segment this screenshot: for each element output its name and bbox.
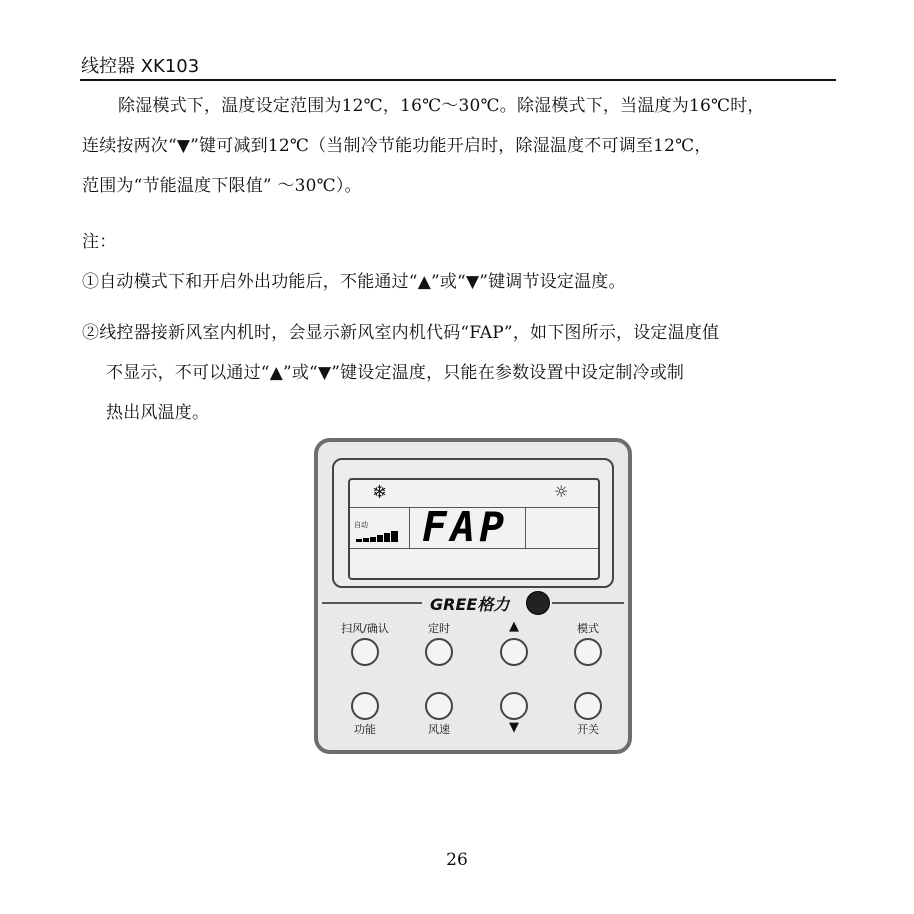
up-button[interactable]: [500, 638, 528, 666]
note-item-1-text: ①自动模式下和开启外出功能后，不能通过“▲”或“▼”键调节设定温度。: [82, 272, 626, 292]
paragraph-line: 除湿模式下，温度设定范围为12℃，16℃～30℃。除湿模式下，当温度为16℃时，: [118, 96, 765, 116]
lcd-display: [348, 478, 600, 580]
paragraph-line: 范围为“节能温度下限值” ～30℃）。: [82, 176, 362, 196]
label-down: ▼: [509, 720, 519, 735]
page-number: 26: [446, 850, 468, 870]
bulb-icon: ☼: [554, 482, 569, 501]
power-button[interactable]: [574, 692, 602, 720]
label-function: 功能: [354, 723, 376, 736]
fan-speed-bars-icon: [354, 529, 404, 543]
note-item-1: [82, 262, 834, 302]
paragraph-dehumidify: [82, 86, 834, 206]
gree-logo: GREE格力: [430, 595, 510, 614]
note-item-2-line: 不显示，不可以通过“▲”或“▼”键设定温度，只能在参数设置中设定制冷或制: [106, 363, 685, 383]
label-up: ▲: [509, 619, 519, 634]
display-code: FAP: [422, 503, 509, 551]
brand-row: [318, 592, 628, 614]
wired-controller-figure: [314, 438, 632, 754]
sensor-grille-icon: [526, 591, 550, 615]
swing-confirm-button[interactable]: [351, 638, 379, 666]
fan-speed-button[interactable]: [425, 692, 453, 720]
mode-button[interactable]: [574, 638, 602, 666]
label-power: 开关: [577, 723, 599, 736]
label-timer: 定时: [428, 622, 450, 635]
paragraph-line: 连续按两次“▼”键可减到12℃（当制冷节能功能开启时，除湿温度不可调至12℃，: [82, 136, 712, 156]
snowflake-icon: ❄: [372, 482, 388, 503]
note-item-2-line: 热出风温度。: [106, 403, 210, 423]
note-item-2: [82, 313, 834, 433]
timer-button[interactable]: [425, 638, 453, 666]
header-title: 线控器 XK103: [81, 56, 200, 77]
label-mode: 模式: [577, 622, 599, 635]
auto-label: 自动: [354, 521, 368, 529]
function-button[interactable]: [351, 692, 379, 720]
label-swing-confirm: 扫风/确认: [341, 622, 389, 635]
note-label: 注：: [82, 232, 117, 252]
lcd-frame: [332, 458, 614, 588]
label-fan-speed: 风速: [428, 723, 450, 736]
page-header: [80, 49, 836, 81]
note-item-2-line: ②线控器接新风室内机时，会显示新风室内机代码“FAP”，如下图所示，设定温度值: [82, 323, 720, 343]
down-button[interactable]: [500, 692, 528, 720]
